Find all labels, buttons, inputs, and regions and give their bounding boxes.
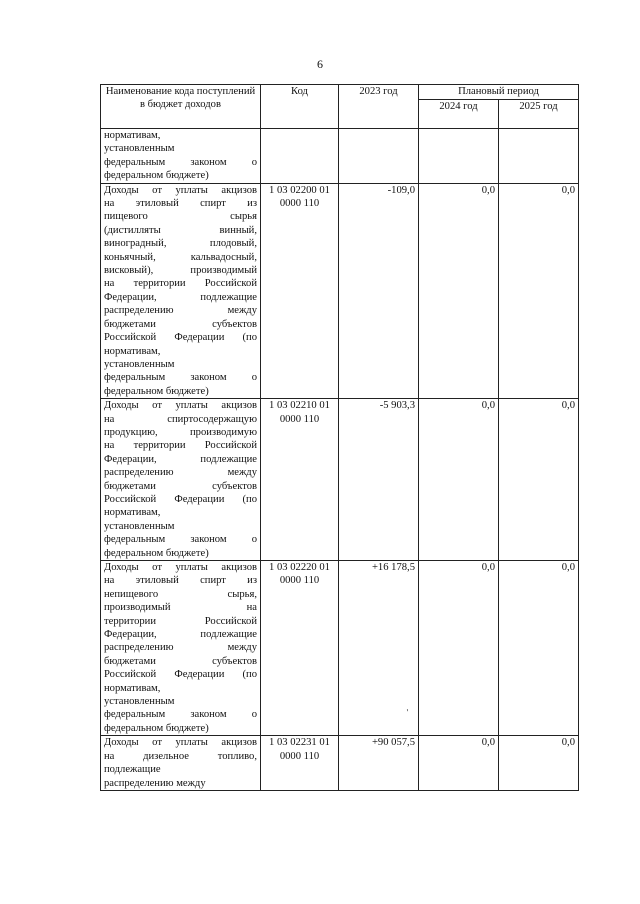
row-name-line: федеральном бюджете) (104, 385, 209, 397)
table-row (101, 183, 579, 399)
row-value-2023 (339, 129, 419, 184)
row-name-line: нормативам, (104, 130, 161, 141)
row-name-line: продукцию, производимую (104, 426, 257, 438)
row-value-2024: 0,0 (419, 399, 499, 561)
row-name-line: распределению между (104, 467, 257, 479)
row-name-line: федеральном бюджете) (104, 722, 209, 734)
row-name-line: коньячный, кальвадосный, (104, 251, 257, 263)
row-name-line: Доходы от уплаты акцизов (104, 562, 257, 573)
row-name-line: Федерации, подлежащие (104, 453, 257, 465)
table-row (101, 561, 579, 736)
table-row (101, 129, 579, 184)
header-year-2025: 2025 год (499, 100, 579, 129)
row-name-line: федеральным законом о (104, 372, 257, 384)
row-name-line: пищевого сырья (104, 211, 257, 223)
row-name-line: Федерации, подлежащие (104, 291, 257, 303)
header-code: Код (261, 85, 339, 129)
row-name-line: Доходы от уплаты акцизов (104, 400, 257, 412)
row-name-line: Российской Федерации (по (104, 332, 257, 344)
row-name-line: бюджетами субъектов (104, 318, 257, 330)
row-value-2023: -109,0 (339, 183, 419, 399)
header-year-2023: 2023 год (339, 85, 419, 129)
row-code: 1 03 02200 01 0000 110 (261, 183, 339, 399)
row-name-line: установленным (104, 696, 175, 708)
row-name-line: производимый на (104, 602, 257, 614)
row-value-2025: 0,0 (499, 399, 579, 561)
row-value-2023: +90 057,5 (339, 736, 419, 791)
header-planned-period: Плановый период (419, 85, 579, 100)
row-name-line: виноградный, плодовый, (104, 238, 257, 250)
row-code (261, 129, 339, 184)
row-name-line: Российской Федерации (по (104, 669, 257, 681)
row-name-line: федеральным законом о (104, 709, 257, 721)
row-name-line: нормативам, (104, 682, 161, 694)
row-value-2025: 0,0 (499, 561, 579, 736)
row-name (101, 129, 261, 184)
header-name: Наименование кода поступлений в бюджет доходов (101, 85, 261, 129)
budget-table (100, 84, 579, 791)
row-value-2024: 0,0 (419, 561, 499, 736)
row-name (101, 399, 261, 561)
row-name-line: установленным (104, 143, 175, 155)
row-name-line: на этиловый спирт из (104, 198, 257, 210)
row-name-line: федеральном бюджете) (104, 170, 209, 182)
row-name-line: подлежащие (104, 764, 161, 776)
row-name-line: Доходы от уплаты акцизов (104, 737, 257, 749)
stray-mark: ˋ (401, 707, 410, 720)
row-name-line: Российской Федерации (по (104, 493, 257, 505)
row-name-line: на территории Российской (104, 440, 257, 452)
row-name-line: федеральным законом о (104, 156, 257, 168)
row-value-2025: 0,0 (499, 736, 579, 791)
row-name-line: распределению между (104, 305, 257, 317)
row-value-2024 (419, 129, 499, 184)
row-name-line: на дизельное топливо, (104, 750, 257, 762)
row-value-2024: 0,0 (419, 183, 499, 399)
row-name-line: Федерации, подлежащие (104, 629, 257, 641)
row-name-line: бюджетами субъектов (104, 655, 257, 667)
row-name-line: территории Российской (104, 615, 257, 627)
row-name-line: на этиловый спирт из (104, 575, 257, 587)
row-name-line: установленным (104, 520, 175, 532)
page-number: 6 (317, 57, 323, 71)
row-name-line: установленным (104, 358, 175, 370)
row-name (101, 736, 261, 791)
row-name-line: бюджетами субъектов (104, 480, 257, 492)
row-code: 1 03 02231 01 0000 110 (261, 736, 339, 791)
row-name-line: федеральным законом о (104, 534, 257, 546)
row-name-line: распределению между (104, 777, 206, 789)
row-value-2024: 0,0 (419, 736, 499, 791)
row-value-2025 (499, 129, 579, 184)
row-name (101, 561, 261, 736)
row-name-line: нормативам, (104, 507, 161, 519)
row-value-2023: -5 903,3 (339, 399, 419, 561)
table-row (101, 399, 579, 561)
row-name-line: висковый), производимый (104, 265, 257, 277)
row-name-line: на спиртосодержащую (104, 413, 257, 425)
table-row (101, 736, 579, 791)
row-value-2023: +16 178,5 (339, 561, 419, 736)
row-name-line: федеральном бюджете) (104, 547, 209, 559)
row-code: 1 03 02220 01 0000 110 (261, 561, 339, 736)
row-name-line: непищевого сырья, (104, 588, 257, 600)
row-name-line: распределению между (104, 642, 257, 654)
row-code: 1 03 02210 01 0000 110 (261, 399, 339, 561)
row-name-line: (дистилляты винный, (104, 224, 257, 236)
row-name (101, 183, 261, 399)
row-value-2025: 0,0 (499, 183, 579, 399)
row-name-line: на территории Российской (104, 278, 257, 290)
header-year-2024: 2024 год (419, 100, 499, 129)
row-name-line: нормативам, (104, 345, 161, 357)
row-name-line: Доходы от уплаты акцизов (104, 184, 257, 196)
